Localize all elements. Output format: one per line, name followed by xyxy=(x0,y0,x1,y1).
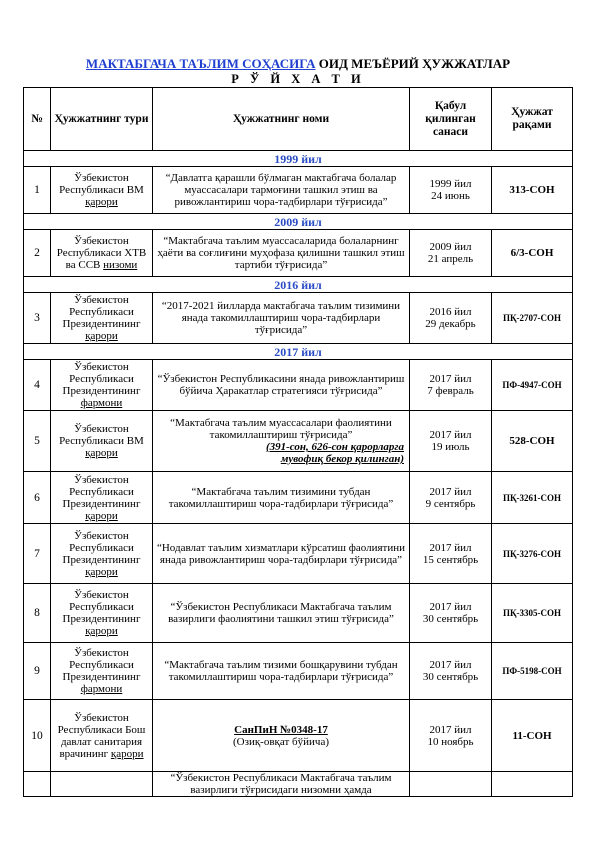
document-number: 11-СОН xyxy=(492,700,573,772)
adoption-day: 19 июль xyxy=(431,441,470,453)
adoption-date xyxy=(410,411,492,472)
row-number: 6 xyxy=(24,472,51,524)
adoption-date xyxy=(410,293,492,344)
table-header-row xyxy=(24,88,573,151)
year-label: 2017 йил xyxy=(24,344,573,360)
document-name-text: “Давлатга қарашли бўлмаган мактабгача болалар муассасалари тармоғини ташкил этиш ва ривожлантириш чора-тадбирлари тўғрисида” xyxy=(165,172,397,208)
document-title xyxy=(0,57,596,71)
adoption-day: 30 сентябрь xyxy=(422,613,479,625)
adoption-year: 2017 йил xyxy=(429,485,472,498)
adoption-year: 2017 йил xyxy=(429,429,472,441)
header-number: Ҳужжат рақами xyxy=(492,88,573,151)
document-type xyxy=(51,230,153,277)
document-name xyxy=(153,472,410,524)
adoption-year: 1999 йил xyxy=(429,178,472,190)
year-row xyxy=(24,344,573,360)
adoption-day: 21 апрель xyxy=(427,253,474,265)
year-row xyxy=(24,277,573,293)
adoption-year: 2017 йил xyxy=(429,541,472,554)
document-type-text: Ўзбекистон Республикаси Президентининг xyxy=(62,529,141,566)
table-row xyxy=(24,411,573,472)
document-type xyxy=(51,360,153,411)
document-note-line2: мувофиқ бекор қилинган) xyxy=(280,453,404,465)
header-date: Қабул қилинган санаси xyxy=(410,88,492,151)
adoption-date xyxy=(410,643,492,700)
table-row xyxy=(24,360,573,411)
document-name xyxy=(153,167,410,214)
adoption-year: 2017 йил xyxy=(429,601,472,613)
title-link[interactable]: МАКТАБГАЧА ТАЪЛИМ СОҲАСИГА xyxy=(85,56,316,71)
row-number: 5 xyxy=(24,411,51,472)
adoption-year: 2016 йил xyxy=(429,306,472,318)
row-number: 4 xyxy=(24,360,51,411)
document-number: 313-СОН xyxy=(492,167,573,214)
document-name xyxy=(153,411,410,472)
row-number: 7 xyxy=(24,524,51,584)
row-number: 10 xyxy=(24,700,51,772)
document-type-kind: қарори xyxy=(85,447,118,459)
adoption-day: 15 сентябрь xyxy=(422,553,479,566)
document-name-text: “2017-2021 йилларда мактабгача таълим тизимини янада такомиллаштириш чора-тадбирлари тўғрисида” xyxy=(161,300,401,336)
adoption-date xyxy=(410,360,492,411)
adoption-day: 30 сентябрь xyxy=(422,671,479,683)
adoption-date xyxy=(410,524,492,584)
document-number: ПҚ-2707-СОН xyxy=(492,293,573,344)
document-name xyxy=(153,524,410,584)
document-name-text: “Нодавлат таълим хизматлари кўрсатиш фаолиятини янада ривожлантириш чора-тадбирлари тўғрисида” xyxy=(156,541,406,566)
adoption-day: 9 сентябрь xyxy=(425,497,476,510)
adoption-date xyxy=(410,167,492,214)
row-number: 8 xyxy=(24,584,51,643)
document-type-kind: қарори xyxy=(85,625,118,637)
year-label: 1999 йил xyxy=(24,151,573,167)
adoption-day: 24 июнь xyxy=(431,190,470,202)
document-type-kind: қарори xyxy=(110,747,144,760)
document-name xyxy=(153,643,410,700)
year-row xyxy=(24,151,573,167)
adoption-date xyxy=(410,584,492,643)
document-name xyxy=(153,772,410,797)
document-name-text: “Мактабгача таълим муассасаларида болаларнинг ҳаёти ва соғлиғини муҳофаза қилишни ташкил этиш тартиби тўғрисида” xyxy=(157,235,405,271)
document-type-text: Ўзбекистон Республикаси Президентининг xyxy=(62,589,141,625)
adoption-date xyxy=(410,772,492,797)
year-label: 2009 йил xyxy=(24,214,573,230)
document-name-text: “Мактабгача таълим тизимини тубдан такомиллаштириш чора-тадбирлари тўғрисида” xyxy=(168,485,394,510)
document-type-kind: қарори xyxy=(85,196,118,208)
table-row xyxy=(24,700,573,772)
document-number: ПҚ-3305-СОН xyxy=(492,584,573,643)
document-type xyxy=(51,700,153,772)
document-name xyxy=(153,584,410,643)
document-name-text: “Мактабгача таълим муассасалари фаолиятини такомиллаштириш тўғрисида” xyxy=(170,417,392,441)
table-row xyxy=(24,472,573,524)
document-note-line1: (391-сон, 626-сон қарорларга xyxy=(265,441,404,453)
document-number: 528-СОН xyxy=(492,411,573,472)
adoption-year: 2009 йил xyxy=(429,241,472,253)
document-number: ПҚ-3276-СОН xyxy=(492,524,573,584)
table-row xyxy=(24,167,573,214)
document-name-subtitle: (Озиқ-овқат бўйича) xyxy=(233,735,329,748)
document-type-kind: қарори xyxy=(85,330,118,342)
row-number: 3 xyxy=(24,293,51,344)
document-type-kind: қарори xyxy=(85,509,118,522)
document-name xyxy=(153,230,410,277)
document-type-kind: фармони xyxy=(80,683,123,695)
document-number: ПҚ-3261-СОН xyxy=(492,472,573,524)
document-name xyxy=(153,293,410,344)
document-type-text: Ўзбекистон Республикаси ВМ xyxy=(59,423,144,447)
adoption-day: 7 февраль xyxy=(427,385,474,397)
title-rest: ОИД МЕЪЁРИЙ ҲУЖЖАТЛАР xyxy=(315,56,511,71)
adoption-year: 2017 йил xyxy=(429,659,472,671)
document-name-title: СанПиН №0348-17 xyxy=(234,723,328,736)
document-name xyxy=(153,360,410,411)
document-type xyxy=(51,524,153,584)
adoption-day: 10 ноябрь xyxy=(427,735,474,748)
document-type-kind: низоми xyxy=(103,259,138,271)
document-name-text: “Ўзбекистон Республикаси Мактабгача таълим вазирлиги фаолиятини ташкил этиш тўғрисида” xyxy=(168,601,394,625)
document-number: 6/3-СОН xyxy=(492,230,573,277)
document-type-kind: фармони xyxy=(80,397,123,409)
document-type-text: Ўзбекистон Республикаси Бош давлат санитария врачининг xyxy=(57,711,146,760)
document-type xyxy=(51,643,153,700)
adoption-date xyxy=(410,700,492,772)
document-type-text: Ўзбекистон Республикаси Президентининг xyxy=(62,294,141,330)
document-subtitle: Р Ў Й Х А Т И xyxy=(231,72,365,86)
year-label: 2016 йил xyxy=(24,277,573,293)
adoption-day: 29 декабрь xyxy=(425,318,476,330)
header-num: № xyxy=(24,88,51,151)
document-name-text: “Ўзбекистон Республикасини янада ривожлантириш бўйича Ҳаракатлар стратегияси тўғрисида” xyxy=(157,373,405,397)
document-name-text: “Мактабгача таълим тизими бошқарувини тубдан такомиллаштириш чора-тадбирлари тўғрисида” xyxy=(164,659,398,683)
adoption-year: 2017 йил xyxy=(429,373,472,385)
document-number: ПФ-4947-СОН xyxy=(492,360,573,411)
table-row xyxy=(24,524,573,584)
year-row xyxy=(24,214,573,230)
row-number xyxy=(24,772,51,797)
document-type-text: Ўзбекистон Республикаси Президентининг xyxy=(62,647,141,683)
documents-table xyxy=(23,87,573,797)
row-number: 2 xyxy=(24,230,51,277)
table-row xyxy=(24,293,573,344)
document-type xyxy=(51,584,153,643)
document-name xyxy=(153,700,410,772)
document-type-text: Ўзбекистон Республикаси ВМ xyxy=(59,172,144,196)
document-type-text: Ўзбекистон Республикаси Президентининг xyxy=(62,473,141,510)
document-type xyxy=(51,772,153,797)
header-type: Ҳужжатнинг тури xyxy=(51,88,153,151)
row-number: 9 xyxy=(24,643,51,700)
document-type-text: Ўзбекистон Республикаси Президентининг xyxy=(62,361,141,397)
document-type-text: Ўзбекистон Республикаси ХТВ ва ССВ xyxy=(56,235,147,271)
adoption-date xyxy=(410,230,492,277)
document-type xyxy=(51,167,153,214)
table-row xyxy=(24,772,573,797)
document-type xyxy=(51,293,153,344)
header-name: Ҳужжатнинг номи xyxy=(153,88,410,151)
document-number: ПФ-5198-СОН xyxy=(492,643,573,700)
adoption-date xyxy=(410,472,492,524)
row-number: 1 xyxy=(24,167,51,214)
document-type xyxy=(51,472,153,524)
document-number xyxy=(492,772,573,797)
adoption-year: 2017 йил xyxy=(429,723,472,736)
document-type-kind: қарори xyxy=(85,565,118,578)
table-row xyxy=(24,643,573,700)
document-name-text: “Ўзбекистон Республикаси Мактабгача таълим вазирлиги тўғрисидаги низомни ҳамда xyxy=(170,772,392,796)
table-row xyxy=(24,230,573,277)
document-type xyxy=(51,411,153,472)
table-row xyxy=(24,584,573,643)
